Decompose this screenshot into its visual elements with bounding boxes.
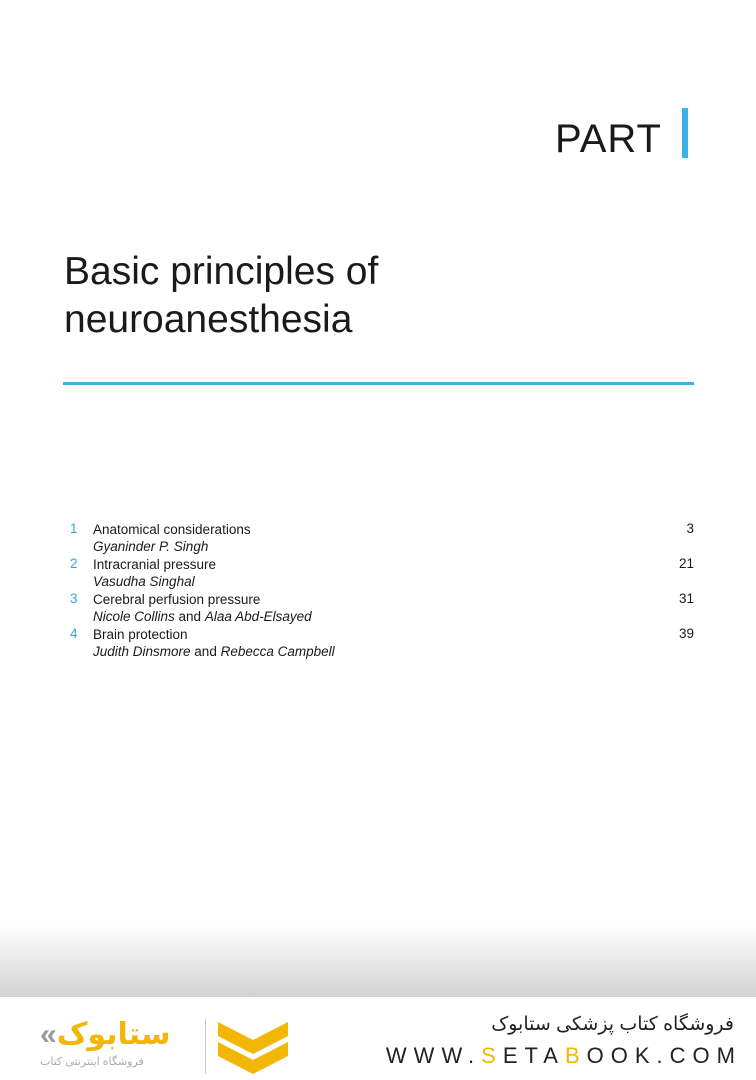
author-name: Vasudha Singhal: [93, 574, 195, 589]
watermark-footer: [0, 997, 756, 1080]
page-number: 39: [678, 626, 694, 641]
store-url: WWW.SETABOOK.COM: [385, 1043, 742, 1068]
toc-entry[interactable]: [70, 626, 694, 660]
author-conjunction: and: [174, 609, 205, 624]
part-heading: [555, 108, 688, 162]
chapter-title: Anatomical considerations: [93, 522, 251, 537]
logo-subtitle: فروشگاه اینترنتی کتاب: [40, 1056, 144, 1068]
author-name: Gyaninder P. Singh: [93, 539, 209, 554]
chapter-number: 3: [70, 591, 78, 606]
store-name: فروشگاه کتاب پزشکی ستابوک: [491, 1014, 734, 1035]
chapter-authors: [93, 538, 694, 555]
page-shadow: [0, 925, 756, 997]
chapter-number: 1: [70, 521, 78, 536]
toc-entry[interactable]: [70, 521, 694, 555]
logo-divider: [205, 1019, 206, 1074]
part-number-bar: [682, 108, 688, 158]
chapter-title: Cerebral perfusion pressure: [93, 592, 261, 607]
title-line: Basic principles of: [64, 250, 379, 293]
toc-entry[interactable]: [70, 556, 694, 590]
page-number: 31: [678, 591, 694, 606]
setabook-logo: «ستابوک: [40, 1018, 171, 1051]
part-title: [64, 248, 378, 344]
toc-entry[interactable]: [70, 591, 694, 625]
page-number: 21: [678, 556, 694, 571]
title-divider: [63, 382, 694, 385]
chevron-logo-icon: [218, 1022, 288, 1077]
part-label: PART: [555, 117, 662, 161]
chapter-title: Brain protection: [93, 627, 188, 642]
author-name: Alaa Abd-Elsayed: [204, 609, 312, 624]
chapter-number: 4: [70, 626, 78, 641]
title-line: neuroanesthesia: [64, 298, 353, 341]
chapter-number: 2: [70, 556, 78, 571]
page-number: 3: [686, 521, 694, 536]
author-name: Nicole Collins: [93, 609, 175, 624]
chapter-authors: [93, 573, 694, 590]
chapter-authors: [93, 643, 694, 660]
author-name: Judith Dinsmore: [93, 644, 191, 659]
chapter-authors: [93, 608, 694, 625]
author-name: Rebecca Campbell: [220, 644, 335, 659]
table-of-contents: [70, 521, 694, 661]
author-conjunction: and: [190, 644, 221, 659]
chapter-title: Intracranial pressure: [93, 557, 217, 572]
